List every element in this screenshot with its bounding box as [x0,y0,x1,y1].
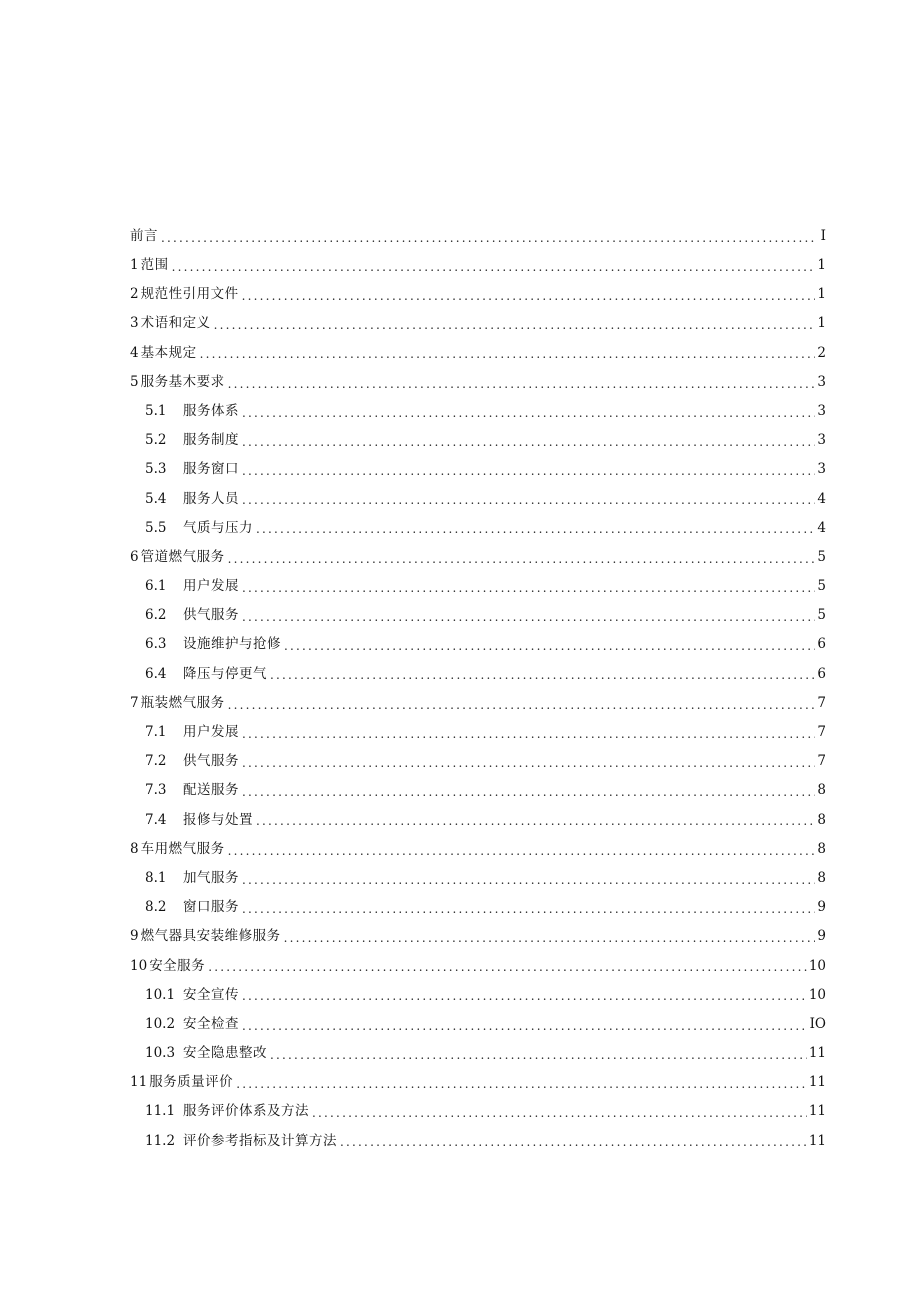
toc-entry-page-number: 9 [817,899,826,916]
toc-dot-leader [256,523,815,535]
toc-entry[interactable] [130,835,826,864]
toc-entry-page-number: 9 [817,928,826,945]
toc-entry-number: 2 [130,286,139,303]
toc-entry[interactable] [130,543,826,572]
toc-dot-leader [242,874,815,886]
toc-dot-leader [284,640,815,652]
toc-entry[interactable] [130,718,826,747]
toc-entry-title: 安全检查 [183,1015,239,1032]
toc-dot-leader [172,261,816,273]
toc-entry-number: 6.4 [145,665,167,682]
toc-entry-number: 11.1 [145,1103,176,1120]
toc-entry[interactable] [130,952,826,981]
toc-dot-leader [200,348,816,360]
toc-entry-page-number: 8 [817,869,826,886]
toc-entry-page-number: 5 [817,578,826,595]
toc-entry[interactable] [130,251,826,280]
toc-entry-number: 10.2 [145,1015,176,1032]
toc-entry-page-number: 3 [817,432,826,449]
toc-dot-leader [208,961,807,973]
toc-dot-leader [242,436,815,448]
toc-entry-title: 车用燃气服务 [140,840,225,857]
toc-entry-page-number: 4 [817,490,826,507]
toc-entry[interactable] [130,777,826,806]
toc-entry-title: 规范性引用文件 [140,286,239,303]
toc-entry-title: 降压与停更气 [183,665,267,682]
toc-entry-title: 服务基木要求 [140,373,225,390]
toc-entry[interactable] [130,572,826,601]
toc-entry-number: 8 [130,840,139,857]
toc-entry-title: 服务质量评价 [149,1074,234,1091]
toc-entry-page-number: 7 [817,724,826,741]
toc-entry[interactable] [130,1127,826,1156]
toc-entry-page-number: 8 [817,782,826,799]
toc-entry-number: 1 [130,257,139,274]
toc-dot-leader [270,1049,807,1061]
toc-dot-leader [242,990,807,1002]
toc-entry[interactable] [130,514,826,543]
toc-entry[interactable] [130,397,826,426]
toc-entry[interactable] [130,747,826,776]
toc-entry-number: 11 [130,1074,148,1091]
toc-entry[interactable] [130,485,826,514]
toc-entry[interactable] [130,923,826,952]
toc-entry-number: 8.1 [145,869,167,886]
toc-entry[interactable] [130,280,826,309]
toc-entry-title: 瓶装燃气服务 [140,694,225,711]
toc-entry-page-number: 5 [817,548,826,565]
toc-entry[interactable] [130,339,826,368]
toc-dot-leader [270,669,815,681]
toc-entry-page-number: 1 [817,315,826,332]
toc-entry-page-number: 11 [808,1132,826,1149]
toc-entry-page-number: 11 [808,1074,826,1091]
toc-entry[interactable] [130,689,826,718]
toc-dot-leader [242,582,815,594]
toc-entry[interactable] [130,806,826,835]
toc-entry-title: 范围 [140,257,169,274]
toc-dot-leader [242,903,815,915]
toc-entry-title: 配送服务 [183,782,239,799]
toc-entry[interactable] [130,1039,826,1068]
toc-entry[interactable] [130,631,826,660]
toc-dot-leader [340,1136,807,1148]
toc-entry-page-number: 4 [817,519,826,536]
toc-entry-title: 服务人员 [183,490,239,507]
toc-entry-page-number: 3 [817,461,826,478]
toc-entry-number: 6.1 [145,578,167,595]
toc-entry-title: 术语和定义 [140,315,211,332]
toc-entry-page-number: 8 [817,811,826,828]
toc-entry-title: 气质与压力 [183,519,253,536]
toc-entry[interactable] [130,368,826,397]
toc-dot-leader [242,757,815,769]
toc-dot-leader [214,319,816,331]
toc-entry-title: 报修与处置 [183,811,253,828]
toc-entry-page-number: 6 [817,636,826,653]
toc-entry-page-number: IO [809,1015,826,1032]
toc-entry-title: 服务评价体系及方法 [183,1103,309,1120]
toc-entry-number: 5.2 [145,432,167,449]
toc-dot-leader [242,494,815,506]
toc-entry-page-number: 3 [817,402,826,419]
toc-dot-leader [242,290,816,302]
toc-entry-page-number: 11 [808,1103,826,1120]
toc-entry-page-number: 11 [808,1045,826,1062]
toc-entry[interactable] [130,601,826,630]
toc-entry-title: 窗口服务 [183,899,239,916]
toc-entry[interactable] [130,1068,826,1097]
toc-entry-number: 5.1 [145,402,167,419]
toc-dot-leader [312,1107,807,1119]
toc-entry-title: 供气服务 [183,607,239,624]
toc-entry-page-number: 6 [817,665,826,682]
toc-entry-number: 6 [130,548,139,565]
toc-entry-title: 服务制度 [183,432,239,449]
toc-entry[interactable] [130,981,826,1010]
toc-dot-leader [236,1078,807,1090]
toc-entry-number: 7.1 [145,724,167,741]
toc-dot-leader [256,815,815,827]
toc-entry-page-number: 2 [817,344,826,361]
toc-entry-title: 燃气器具安装维修服务 [140,928,281,945]
toc-entry[interactable] [130,1098,826,1127]
toc-entry-number: 5 [130,373,139,390]
toc-dot-leader [228,553,816,565]
toc-entry-title: 安全服务 [149,957,206,974]
toc-entry-title: 设施维护与抢修 [183,636,281,653]
toc-entry-number: 5.5 [145,519,167,536]
toc-entry-title: 安全隐患整改 [183,1045,267,1062]
toc-entry-page-number: 1 [817,257,826,274]
toc-entry-number: 11.2 [145,1132,176,1149]
toc-dot-leader [242,611,815,623]
toc-entry-number: 9 [130,928,139,945]
toc-entry-page-number: 10 [808,957,826,974]
toc-entry-number: 5.3 [145,461,167,478]
toc-entry[interactable] [130,864,826,893]
toc-entry-page-number: 3 [817,373,826,390]
toc-entry-number: 7.2 [145,753,167,770]
toc-dot-leader [284,932,816,944]
toc-dot-leader [242,407,815,419]
toc-entry-number: 10.1 [145,986,176,1003]
toc-entry-title: 安全宣传 [183,986,239,1003]
toc-entry-page-number: 10 [808,986,826,1003]
table-of-contents [130,222,826,1156]
toc-dot-leader [242,1020,808,1032]
toc-entry-number: 6.2 [145,607,167,624]
toc-entry-number: 7.4 [145,811,167,828]
toc-entry-title: 评价参考指标及计算方法 [183,1132,337,1149]
toc-entry[interactable] [130,222,826,251]
toc-entry-number: 10 [130,957,148,974]
toc-dot-leader [242,465,815,477]
toc-entry-number: 5.4 [145,490,167,507]
toc-entry-page-number: 5 [817,607,826,624]
toc-dot-leader [228,378,816,390]
toc-dot-leader [161,232,816,244]
toc-entry-number: 10.3 [145,1045,176,1062]
toc-entry-title: 供气服务 [183,753,239,770]
toc-entry-title: 服务体系 [183,402,239,419]
toc-entry-title: 前言 [130,227,158,244]
toc-entry-page-number: I [820,227,826,244]
toc-entry-number: 6.3 [145,636,167,653]
toc-dot-leader [242,786,815,798]
toc-entry-number: 3 [130,315,139,332]
toc-entry[interactable] [130,1010,826,1039]
toc-entry[interactable] [130,426,826,455]
toc-entry-title: 管道燃气服务 [140,548,225,565]
toc-entry[interactable] [130,660,826,689]
toc-dot-leader [228,699,816,711]
toc-entry-page-number: 8 [817,840,826,857]
toc-entry-number: 8.2 [145,899,167,916]
toc-entry-title: 用户发展 [183,578,239,595]
toc-entry-number: 7 [130,694,139,711]
toc-entry-page-number: 7 [817,694,826,711]
toc-entry-title: 加气服务 [183,869,239,886]
toc-entry-page-number: 1 [817,286,826,303]
toc-entry-title: 服务窗口 [183,461,239,478]
toc-dot-leader [242,728,815,740]
toc-dot-leader [228,845,816,857]
toc-entry[interactable] [130,310,826,339]
toc-entry[interactable] [130,456,826,485]
toc-entry-number: 4 [130,344,139,361]
toc-entry-title: 用户发展 [183,724,239,741]
toc-entry-title: 基本规定 [140,344,197,361]
toc-entry-number: 7.3 [145,782,167,799]
toc-entry[interactable] [130,893,826,922]
toc-entry-page-number: 7 [817,753,826,770]
